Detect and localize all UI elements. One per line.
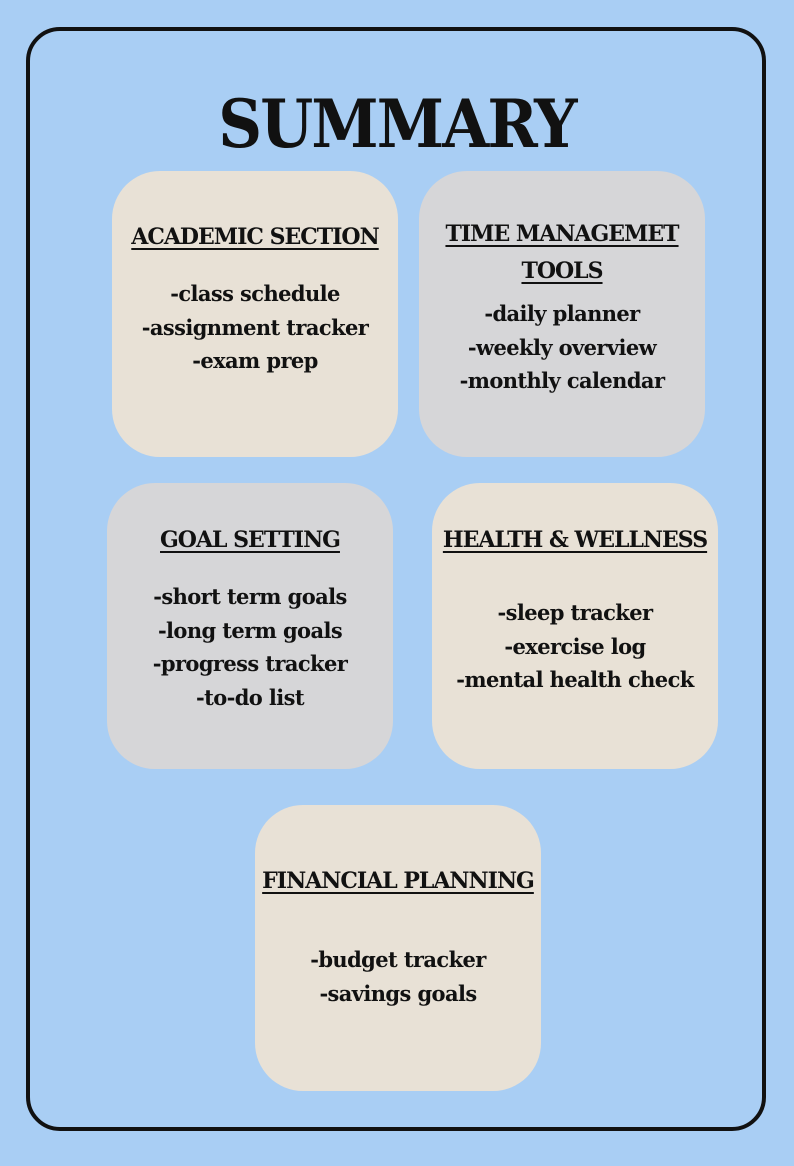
list-item: -short term goals — [153, 584, 347, 609]
card-title-financial-planning: FINANCIAL PLANNING — [262, 868, 534, 894]
card-items-health-wellness — [432, 596, 718, 697]
card-health-wellness — [432, 483, 718, 769]
card-items-goal-setting — [107, 580, 393, 714]
card-title-health-wellness: HEALTH & WELLNESS — [442, 527, 708, 553]
card-academic-section — [112, 171, 398, 457]
card-title-time-management-line-1: TIME MANAGEMET — [445, 221, 679, 247]
list-item: -class schedule — [170, 281, 340, 306]
list-item: -progress tracker — [152, 651, 348, 676]
list-item: -assignment tracker — [141, 314, 369, 340]
card-title-goal-setting: GOAL SETTING — [160, 527, 340, 553]
list-item: -weekly overview — [467, 334, 657, 360]
list-item: -exam prep — [192, 348, 318, 373]
list-item: -long term goals — [157, 617, 343, 643]
card-title-time-management-line-2: TOOLS — [521, 258, 603, 284]
card-time-management-tools — [419, 171, 705, 457]
list-item: -daily planner — [484, 301, 640, 326]
list-item: -budget tracker — [310, 947, 486, 972]
list-item: -monthly calendar — [459, 368, 665, 393]
list-item: -savings goals — [319, 980, 477, 1006]
page-title: SUMMARY — [218, 85, 576, 163]
card-title-academic-section: ACADEMIC SECTION — [131, 224, 379, 250]
card-items-time-management-tools — [419, 297, 705, 398]
card-financial-planning — [255, 805, 541, 1091]
list-item: -exercise log — [504, 633, 646, 659]
list-item: -to-do list — [195, 684, 305, 710]
card-items-financial-planning — [255, 943, 541, 1010]
card-items-academic-section — [112, 277, 398, 378]
card-goal-setting — [107, 483, 393, 769]
list-item: -sleep tracker — [497, 600, 653, 625]
list-item: -mental health check — [456, 667, 694, 692]
